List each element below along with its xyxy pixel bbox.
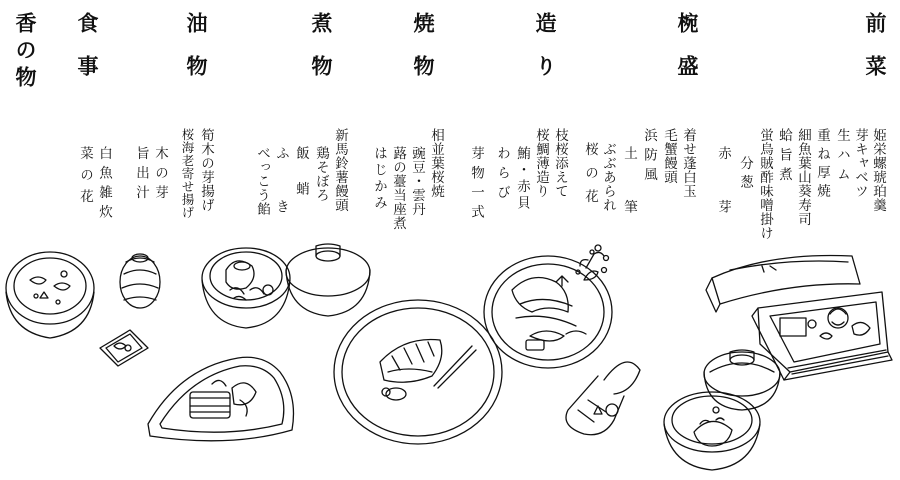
dish-zensai-5: 細魚葉山葵寿司 [795, 128, 811, 226]
dish-tsukuri-1: ぶぶあられ [600, 142, 616, 212]
dish-tsukuri-2: 桜の花 [582, 142, 598, 213]
zensai-illustration [706, 255, 892, 380]
header-tsukuri: 造り [533, 12, 558, 98]
dish-yaki-5: はじかみ [371, 146, 387, 212]
dish-tsukuri-6: わらび [494, 146, 510, 205]
dish-zensai-1: 姫栄螺琥珀羹 [870, 128, 886, 212]
tsukuri-illustration [484, 245, 640, 435]
dish-ni-2: 鶏そぼろ [313, 146, 329, 202]
dish-wan-2: 毛蟹饅頭 [661, 128, 677, 184]
dish-shokuji-2: 旨出汁 [133, 146, 149, 205]
dish-wan-4: 土筆 [621, 146, 637, 253]
shokuji-illustration [6, 252, 160, 366]
dish-shokuji-1: 木の芽 [152, 146, 168, 205]
dish-yaki-1: 芽物一式 [468, 146, 484, 224]
dish-zensai-8: 分葱 [737, 156, 753, 193]
dish-ni-3: 飯蛸 [293, 146, 309, 217]
wan-illustration [664, 350, 780, 470]
dish-ni-4: ふき [273, 146, 289, 253]
header-konomono: 香の物 [13, 12, 38, 93]
dish-wan-1: 着せ蓬白玉 [680, 128, 696, 198]
dish-ni-5: べっこう餡 [254, 146, 270, 216]
header-ni: 煮物 [309, 12, 334, 98]
yaki-illustration [334, 300, 502, 444]
age-illustration [148, 357, 294, 441]
dish-shokuji-4: 菜の花 [77, 146, 93, 211]
dish-wan-3: 浜防風 [641, 128, 657, 187]
header-yaki: 焼物 [411, 12, 436, 98]
dish-ni-1: 新馬鈴薯饅頭 [332, 128, 348, 212]
dish-zensai-9: 赤芽 [715, 146, 731, 253]
dish-shokuji-3: 白魚雑炊 [96, 146, 112, 224]
dish-zensai-2: 芽キャベツ [852, 128, 868, 198]
dish-yaki-4: 蕗の薹当座煮 [390, 146, 406, 230]
dish-age-1: 筍木の芽揚げ [198, 128, 214, 212]
dish-yaki-2: 相並葉桜焼 [428, 128, 444, 198]
dish-yaki-3: 豌豆・雲丹 [409, 146, 425, 216]
ni-illustration [202, 244, 370, 328]
dish-zensai-3: 生ハム [834, 128, 850, 187]
dish-age-2: 桜海老寄せ揚げ [180, 128, 195, 219]
header-wan: 椀盛 [675, 12, 700, 98]
header-age: 油物 [184, 12, 209, 98]
dish-tsukuri-5: 鮪・赤貝 [514, 146, 530, 212]
header-shokuji: 食事 [75, 12, 100, 98]
dish-tsukuri-4: 桜鯛薄造り [533, 128, 549, 198]
dish-zensai-6: 蛤旨煮 [776, 128, 792, 187]
dish-tsukuri-3: 枝桜添えて [552, 128, 568, 198]
dish-zensai-4: 重ね厚焼 [814, 128, 830, 202]
dish-zensai-7: 蛍烏賊酢味噌掛け [757, 128, 773, 240]
header-zensai: 前菜 [863, 12, 888, 98]
